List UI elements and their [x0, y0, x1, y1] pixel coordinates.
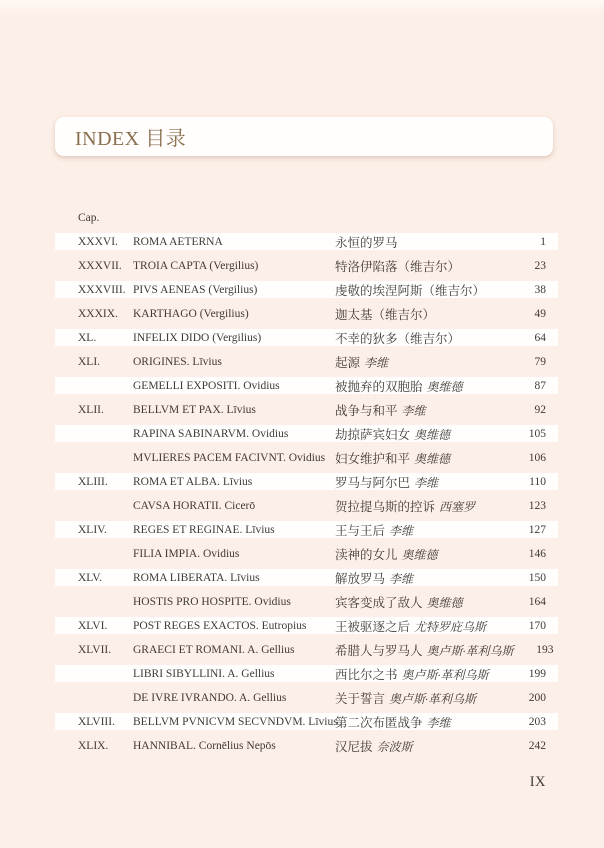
chapter-numeral: XXXVI. — [78, 235, 118, 248]
latin-title: BELLVM ET PAX. Līvius — [133, 403, 256, 416]
table-row — [55, 665, 558, 682]
latin-title: ROMA ET ALBA. Līvius — [133, 475, 253, 488]
table-row — [55, 641, 558, 658]
page-ref: 87 — [534, 379, 546, 392]
latin-title: INFELIX DIDO (Vergilius) — [133, 331, 262, 344]
chinese-title — [335, 353, 506, 371]
chinese-title — [335, 497, 506, 515]
chinese-author: 奥维德 — [426, 379, 463, 394]
table-row — [55, 497, 558, 514]
chinese-title-text: 起源 — [335, 355, 361, 370]
table-row — [55, 257, 558, 274]
chinese-author: 李维 — [414, 475, 439, 490]
chinese-title-text: 王与王后 — [335, 523, 386, 538]
table-row — [55, 305, 558, 322]
latin-title: ROMA LIBERATA. Līvius — [133, 571, 260, 584]
latin-title: HANNIBAL. Cornēlius Nepōs — [133, 739, 276, 752]
chapter-numeral: XXXIX. — [78, 307, 118, 320]
page-ref: 199 — [528, 667, 546, 680]
latin-title: REGES ET REGINAE. Līvius — [133, 523, 275, 536]
page-ref: 79 — [534, 355, 546, 368]
table-row — [55, 353, 558, 370]
table-row — [55, 473, 558, 490]
table-row — [55, 401, 558, 418]
page-ref: 170 — [528, 619, 546, 632]
chapter-numeral: XXXVII. — [78, 259, 122, 272]
index-header — [55, 117, 553, 156]
chinese-title-text: 西比尔之书 — [335, 667, 398, 682]
table-row — [55, 737, 558, 754]
table-row — [55, 449, 558, 466]
latin-title: POST REGES EXACTOS. Eutropius — [133, 619, 307, 632]
table-row — [55, 425, 558, 442]
chinese-author: 奥卢斯·革利乌斯 — [426, 643, 514, 658]
chinese-author: 李维 — [364, 355, 389, 370]
page-ref: 110 — [529, 475, 546, 488]
chapter-numeral: XLIX. — [78, 739, 109, 752]
page-ref: 106 — [528, 451, 546, 464]
folio-page-number: IX — [529, 774, 546, 790]
chapter-column-header: Cap. — [78, 212, 100, 224]
chinese-title-text: 关于誓言 — [335, 691, 386, 706]
latin-title: FILIA IMPIA. Ovidius — [133, 547, 240, 560]
chinese-title — [335, 377, 506, 395]
table-row — [55, 377, 558, 394]
chapter-numeral: XL. — [78, 331, 97, 344]
chinese-author: 尤特罗庇乌斯 — [414, 619, 487, 634]
table-row — [55, 617, 558, 634]
chapter-numeral: XLI. — [78, 355, 101, 368]
chapter-numeral: XLII. — [78, 403, 104, 416]
page-ref: 146 — [528, 547, 546, 560]
chinese-author: 李维 — [389, 523, 414, 538]
chinese-author: 奥卢斯·革利乌斯 — [389, 691, 477, 706]
chinese-title — [335, 593, 506, 611]
table-row — [55, 569, 558, 586]
chinese-title-text: 宾客变成了敌人 — [335, 595, 423, 610]
table-row — [55, 713, 558, 730]
chinese-title-text: 王被驱逐之后 — [335, 619, 411, 634]
page-ref: 242 — [528, 739, 546, 752]
chinese-title — [335, 233, 506, 251]
page-ref: 1 — [540, 235, 546, 248]
chinese-title — [335, 665, 506, 683]
latin-title: RAPINA SABINARVM. Ovidius — [133, 427, 289, 440]
page-ref: 200 — [528, 691, 546, 704]
table-row — [55, 593, 558, 610]
chinese-title — [335, 521, 506, 539]
page-title: INDEX 目录 — [75, 128, 187, 150]
chinese-title — [335, 401, 506, 419]
chinese-title-text: 妇女维护和平 — [335, 451, 411, 466]
chinese-title — [335, 329, 506, 347]
latin-title: GRAECI ET ROMANI. A. Gellius — [133, 643, 295, 656]
chinese-title — [335, 569, 506, 587]
latin-title: HOSTIS PRO HOSPITE. Ovidius — [133, 595, 291, 608]
chinese-title-text: 不幸的狄多（维吉尔） — [335, 331, 461, 346]
chapter-numeral: XLVI. — [78, 619, 108, 632]
chinese-title — [335, 257, 506, 275]
chinese-author: 奥维德 — [426, 595, 463, 610]
chinese-title-text: 希腊人与罗马人 — [335, 643, 423, 658]
table-row — [55, 233, 558, 250]
chinese-author: 奥卢斯·革利乌斯 — [401, 667, 489, 682]
latin-title: PIVS AENEAS (Vergilius) — [133, 283, 258, 296]
chapter-numeral: XLIII. — [78, 475, 108, 488]
chinese-title — [335, 713, 506, 731]
table-row — [55, 545, 558, 562]
chinese-title — [335, 617, 506, 635]
table-row — [55, 689, 558, 706]
page-ref: 49 — [534, 307, 546, 320]
chinese-title-text: 渎神的女儿 — [335, 547, 398, 562]
chapter-numeral: XLIV. — [78, 523, 107, 536]
chinese-author: 奥维德 — [414, 427, 451, 442]
page-ref: 123 — [528, 499, 546, 512]
chinese-title-text: 迦太基（维吉尔） — [335, 307, 436, 322]
chinese-author: 李维 — [389, 571, 414, 586]
toc-rows — [55, 233, 558, 761]
latin-title: CAVSA HORATII. Cicerō — [133, 499, 256, 512]
chinese-title — [335, 689, 506, 707]
latin-title: TROIA CAPTA (Vergilius) — [133, 259, 259, 272]
chinese-author: 李维 — [401, 403, 426, 418]
latin-title: BELLVM PVNICVM SECVNDVM. Līvius — [133, 715, 338, 728]
chinese-author: 奥维德 — [414, 451, 451, 466]
chinese-title-text: 劫掠萨宾妇女 — [335, 427, 411, 442]
page-ref: 92 — [534, 403, 546, 416]
chinese-title — [335, 545, 506, 563]
chinese-title — [335, 305, 506, 323]
chinese-title-text: 汉尼拔 — [335, 739, 373, 754]
page-ref: 193 — [536, 643, 554, 656]
chinese-author: 奈波斯 — [376, 739, 413, 754]
latin-title: LIBRI SIBYLLINI. A. Gellius — [133, 667, 275, 680]
chinese-title-text: 战争与和平 — [335, 403, 398, 418]
table-row — [55, 329, 558, 346]
page-ref: 23 — [534, 259, 546, 272]
chinese-title — [335, 641, 514, 659]
chinese-author: 西塞罗 — [439, 499, 476, 514]
table-row — [55, 281, 558, 298]
chinese-title — [335, 473, 506, 491]
chinese-title-text: 被抛弃的双胞胎 — [335, 379, 423, 394]
chinese-author: 李维 — [426, 715, 451, 730]
chinese-title — [335, 425, 506, 443]
chinese-title-text: 第二次布匿战争 — [335, 715, 423, 730]
chinese-title — [335, 737, 506, 755]
page-ref: 203 — [528, 715, 546, 728]
chinese-title-text: 永恒的罗马 — [335, 235, 398, 250]
latin-title: KARTHAGO (Vergilius) — [133, 307, 249, 320]
page-ref: 164 — [528, 595, 546, 608]
latin-title: ROMA AETERNA — [133, 235, 223, 248]
page-ref: 150 — [528, 571, 546, 584]
chinese-author: 奥维德 — [401, 547, 438, 562]
latin-title: ORIGINES. Līvius — [133, 355, 222, 368]
chinese-title — [335, 449, 506, 467]
chinese-title-text: 虔敬的埃涅阿斯（维吉尔） — [335, 283, 486, 298]
page-ref: 38 — [534, 283, 546, 296]
chinese-title-text: 解放罗马 — [335, 571, 386, 586]
chinese-title-text: 贺拉提乌斯的控诉 — [335, 499, 436, 514]
chapter-numeral: XLV. — [78, 571, 102, 584]
page-ref: 127 — [528, 523, 546, 536]
chinese-title-text: 罗马与阿尔巴 — [335, 475, 411, 490]
chapter-numeral: XLVIII. — [78, 715, 115, 728]
table-row — [55, 521, 558, 538]
latin-title: GEMELLI EXPOSITI. Ovidius — [133, 379, 280, 392]
chinese-title — [335, 281, 506, 299]
chapter-numeral: XLVII. — [78, 643, 112, 656]
page-ref: 105 — [528, 427, 546, 440]
page-ref: 64 — [534, 331, 546, 344]
chapter-numeral: XXXVIII. — [78, 283, 126, 296]
latin-title: DE IVRE IVRANDO. A. Gellius — [133, 691, 287, 704]
chinese-title-text: 特洛伊陷落（维吉尔） — [335, 259, 461, 274]
latin-title: MVLIERES PACEM FACIVNT. Ovidius — [133, 451, 326, 464]
